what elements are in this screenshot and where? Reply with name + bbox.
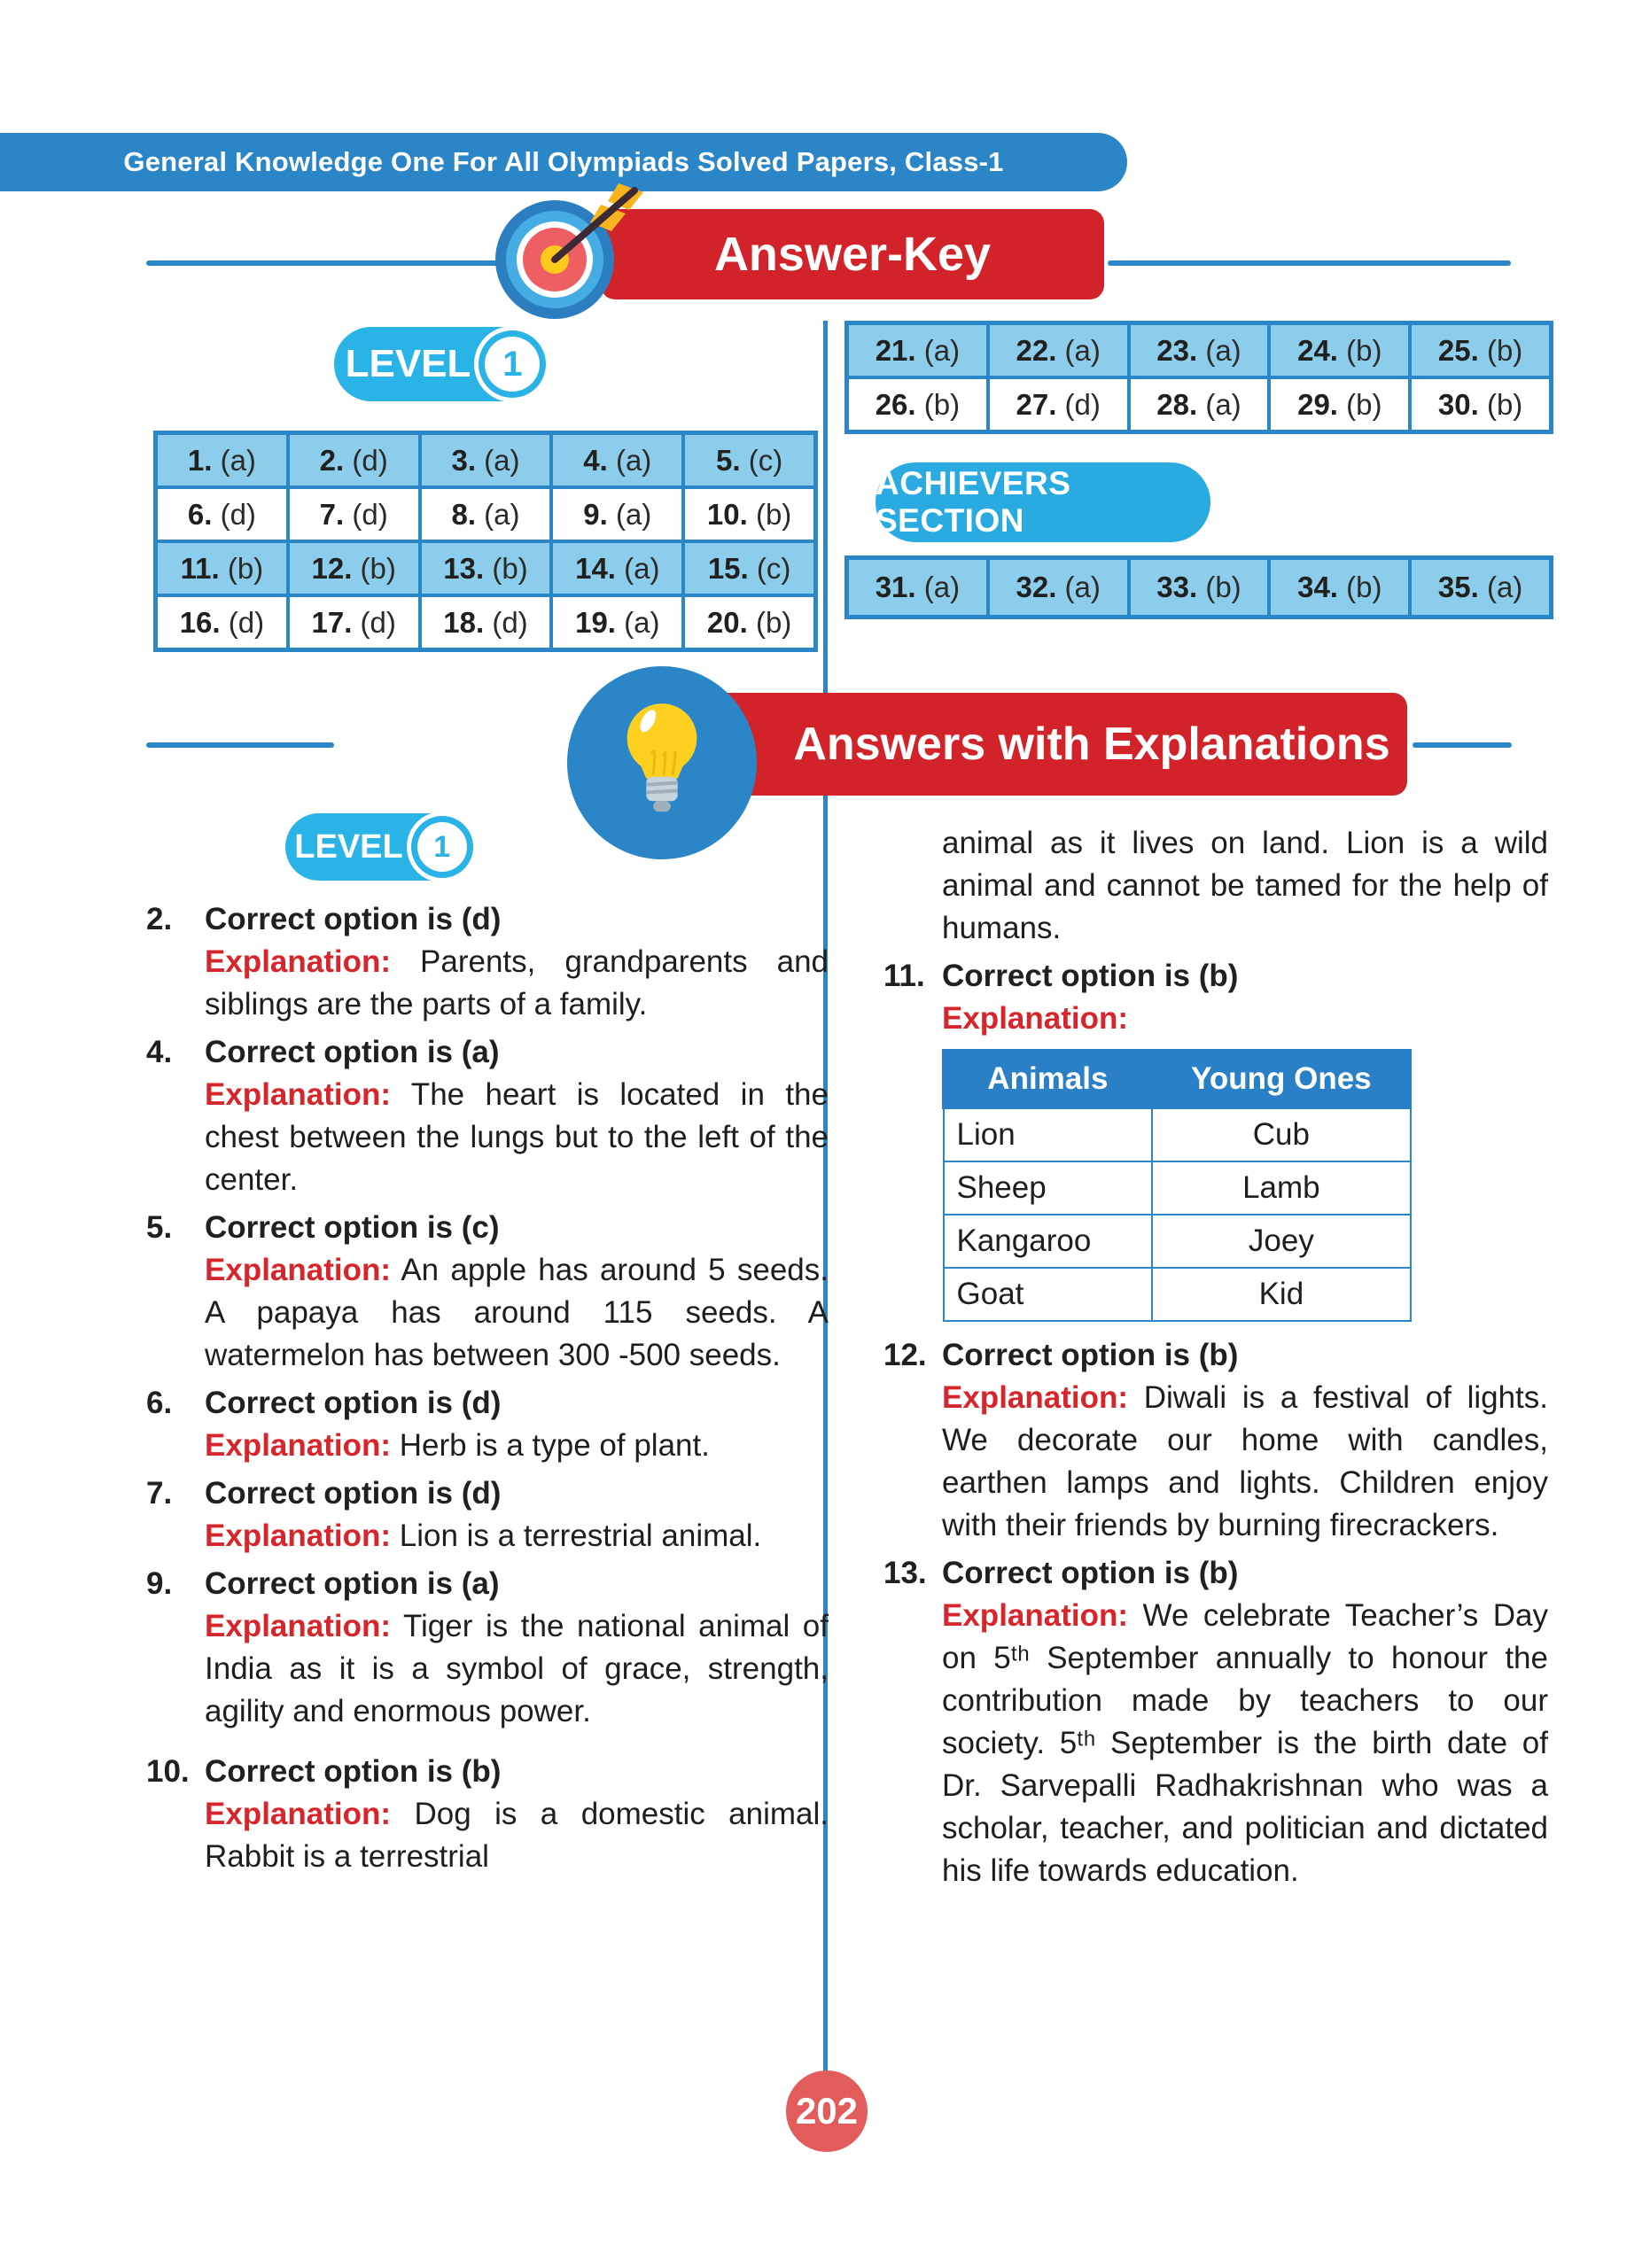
- answer-number: 8.: [451, 497, 476, 531]
- explanation-label: Explanation:: [205, 1609, 392, 1643]
- explanations-right-column: [883, 822, 1548, 1892]
- answer-number: 17.: [311, 605, 353, 639]
- answer-table-1-20: [153, 431, 818, 652]
- explanation-paragraph: Explanation: Tiger is the national animal of India as it is a symbol of grace, strength, agility and enormous power.: [205, 1609, 829, 1728]
- answer-option: (b): [915, 387, 961, 421]
- item-body: [205, 1472, 829, 1557]
- answer-cell: [1129, 377, 1270, 431]
- answer-number: 20.: [706, 605, 748, 639]
- answer-option: (a): [1478, 571, 1523, 603]
- answer-cell: [1269, 323, 1410, 377]
- level-label: LEVEL: [345, 342, 471, 385]
- explanation-paragraph: Explanation: Diwali is a festival of lights. We decorate our home with candles, earthen lamps and lights. Children enjoy with their friends by burning firecrackers.: [942, 1380, 1548, 1542]
- item-number: 11.: [883, 959, 925, 993]
- column-divider: [823, 321, 828, 693]
- answer-option: (b): [1337, 387, 1382, 421]
- answer-number: 5.: [716, 443, 741, 477]
- explanation-paragraph: Explanation: The heart is located in the chest between the lungs but to the left of the center.: [205, 1077, 829, 1197]
- answer-key-banner-title: Answer-Key: [713, 228, 992, 281]
- answer-option: (a): [1197, 387, 1241, 421]
- answer-cell: [420, 595, 552, 649]
- answer-option: (a): [1056, 333, 1101, 367]
- divider: [1413, 742, 1512, 748]
- answer-key-banner: [601, 209, 1104, 299]
- answer-option: (a): [607, 497, 652, 531]
- level-number: 1: [433, 829, 451, 864]
- answer-cell: [420, 487, 552, 541]
- explanation-item: [146, 1751, 829, 1878]
- answer-cell: [1129, 558, 1270, 617]
- answer-option: (b): [747, 605, 792, 639]
- answer-cell: [156, 595, 288, 649]
- answer-cell: [1410, 323, 1551, 377]
- table-cell: Lamb: [1152, 1161, 1410, 1215]
- table-row: [944, 1215, 1411, 1268]
- level-badge: [285, 813, 467, 881]
- item-body: [205, 1207, 829, 1377]
- explanation-label: Explanation:: [205, 1428, 392, 1463]
- lightbulb-icon: [610, 693, 714, 833]
- answer-cell: [988, 323, 1129, 377]
- explanation-item: [146, 1563, 829, 1733]
- answer-cell: [156, 487, 288, 541]
- explanation-paragraph: [942, 998, 1548, 1040]
- table-row: [944, 1268, 1411, 1321]
- answer-cell: [683, 541, 815, 595]
- divider: [1108, 260, 1511, 266]
- answer-number: 35.: [1437, 571, 1479, 603]
- explanation-paragraph: Explanation: Lion is a terrestrial animal.: [205, 1518, 762, 1553]
- item-number: 10.: [146, 1754, 190, 1789]
- answer-option: (b): [352, 551, 396, 585]
- answer-number: 28.: [1156, 387, 1198, 421]
- answer-cell: [551, 595, 683, 649]
- item-number: 2.: [146, 902, 173, 936]
- explanation-label: Explanation:: [205, 1797, 392, 1831]
- answer-number: 9.: [583, 497, 608, 531]
- answer-option: (b): [1337, 333, 1382, 367]
- answer-option: (b): [1337, 571, 1382, 603]
- answer-number: 21.: [875, 333, 916, 367]
- level-number: 1: [502, 344, 523, 384]
- answer-option: (a): [615, 605, 660, 639]
- table-header-cell: Animals: [944, 1051, 1153, 1108]
- achievers-section-label: ACHIEVERS SECTION: [876, 465, 1071, 539]
- correct-option-line: Correct option is (a): [205, 1035, 500, 1069]
- page-number: 202: [795, 2090, 859, 2132]
- answer-cell: [551, 541, 683, 595]
- answer-cell: [847, 558, 988, 617]
- answer-cell: [683, 433, 815, 487]
- target-icon: [479, 182, 661, 338]
- correct-option-line: Correct option is (b): [205, 1754, 502, 1789]
- answer-option: (c): [748, 551, 791, 585]
- continuation-text: animal as it lives on land. Lion is a wild animal and cannot be tamed for the help of humans.: [942, 826, 1548, 945]
- item-number: 4.: [146, 1035, 173, 1069]
- explanation-label: Explanation:: [942, 1001, 1129, 1036]
- answer-number: 4.: [583, 443, 608, 477]
- table-cell: Kangaroo: [944, 1215, 1153, 1268]
- answer-number: 27.: [1016, 387, 1057, 421]
- answer-cell: [156, 433, 288, 487]
- answer-cell: [988, 377, 1129, 431]
- answer-number: 31.: [875, 571, 916, 603]
- answer-cell: [683, 595, 815, 649]
- explanation-label: Explanation:: [205, 1077, 392, 1112]
- item-number: 6.: [146, 1386, 173, 1420]
- answer-option: (a): [607, 443, 652, 477]
- explanations-banner-title: Answers with Explanations: [793, 718, 1390, 770]
- item-body: [205, 898, 829, 1026]
- answer-number: 3.: [451, 443, 476, 477]
- item-body: [942, 955, 1548, 1329]
- answer-cell: [1269, 558, 1410, 617]
- answer-number: 23.: [1156, 333, 1198, 367]
- correct-option-line: Correct option is (a): [205, 1566, 500, 1601]
- item-body: [942, 1334, 1548, 1547]
- table-cell: Joey: [1152, 1215, 1410, 1268]
- answer-number: 22.: [1016, 333, 1057, 367]
- answer-cell: [420, 541, 552, 595]
- answer-option: (a): [476, 497, 520, 531]
- answer-option: (d): [1056, 387, 1101, 421]
- table-cell: Lion: [944, 1108, 1153, 1162]
- page-number-badge: [786, 2070, 868, 2152]
- answer-number: 19.: [575, 605, 616, 639]
- item-number: 5.: [146, 1210, 173, 1245]
- answer-option: (c): [740, 443, 783, 477]
- explanation-item: [146, 1207, 829, 1377]
- animals-young-ones-table: [942, 1049, 1412, 1322]
- answer-cell: [847, 323, 988, 377]
- item-body: [205, 1031, 829, 1201]
- item-number: 9.: [146, 1566, 173, 1601]
- answer-option: (a): [1056, 571, 1101, 603]
- answer-cell: [156, 541, 288, 595]
- table-header-cell: Young Ones: [1152, 1051, 1410, 1108]
- answer-number: 14.: [575, 551, 616, 585]
- answer-option: (a): [915, 333, 961, 367]
- answer-table-31-35: [844, 555, 1553, 619]
- correct-option-line: Correct option is (c): [205, 1210, 500, 1245]
- answer-cell: [288, 595, 420, 649]
- explanation-paragraph: Explanation: An apple has around 5 seeds. A papaya has around 115 seeds. A watermelon has between 300 -500 seeds.: [205, 1253, 829, 1372]
- correct-option-line: Correct option is (d): [205, 902, 502, 936]
- table-header-row: [944, 1051, 1411, 1108]
- level-number-circle: [485, 337, 540, 392]
- answer-option: (d): [212, 497, 256, 531]
- correct-option-line: Correct option is (b): [942, 959, 1239, 993]
- explanation-paragraph: Explanation: Parents, grandparents and siblings are the parts of a family.: [205, 944, 829, 1021]
- answer-cell: [288, 541, 420, 595]
- answer-option: (a): [212, 443, 256, 477]
- answer-number: 11.: [180, 551, 220, 585]
- item-body: [205, 1382, 829, 1467]
- level-label: LEVEL: [294, 827, 403, 866]
- answer-option: (d): [344, 443, 388, 477]
- divider: [146, 742, 334, 748]
- explanations-left-column: [146, 893, 829, 1878]
- answer-option: (b): [219, 551, 264, 585]
- table-cell: Kid: [1152, 1268, 1410, 1321]
- answer-cell: [1129, 323, 1270, 377]
- table-row: [944, 1161, 1411, 1215]
- answer-option: (d): [344, 497, 388, 531]
- answer-number: 25.: [1437, 333, 1479, 367]
- item-body: [205, 1563, 829, 1733]
- answer-number: 34.: [1297, 571, 1338, 603]
- level-number-circle: [417, 822, 467, 872]
- answer-cell: [551, 487, 683, 541]
- table-cell: Sheep: [944, 1161, 1153, 1215]
- explanation-item: [883, 1334, 1548, 1547]
- item-body: [205, 1751, 829, 1878]
- lightbulb-badge: [567, 666, 757, 859]
- answer-option: (a): [1197, 333, 1241, 367]
- answer-cell: [847, 377, 988, 431]
- answer-option: (b): [1197, 571, 1241, 603]
- answer-option: (b): [747, 497, 792, 531]
- answer-number: 16.: [179, 605, 221, 639]
- explanation-item: [146, 1382, 829, 1467]
- correct-option-line: Correct option is (b): [942, 1556, 1239, 1590]
- table-row: [944, 1108, 1411, 1162]
- correct-option-line: Correct option is (d): [205, 1476, 502, 1511]
- explanation-item: [146, 898, 829, 1026]
- achievers-section-badge: [876, 462, 1210, 542]
- explanation-label: Explanation:: [205, 944, 392, 979]
- answer-option: (b): [1478, 333, 1523, 367]
- answer-option: (a): [615, 551, 660, 585]
- answer-number: 15.: [707, 551, 749, 585]
- item-body: [942, 1552, 1548, 1892]
- answer-number: 26.: [875, 387, 916, 421]
- answer-cell: [551, 433, 683, 487]
- answer-cell: [1269, 377, 1410, 431]
- explanation-label: Explanation:: [205, 1518, 392, 1553]
- level-badge: [334, 327, 541, 401]
- answer-number: 32.: [1016, 571, 1057, 603]
- explanation-label: Explanation:: [942, 1380, 1129, 1415]
- answer-number: 29.: [1297, 387, 1338, 421]
- explanation-paragraph: Explanation: We celebrate Teacher’s Day on 5ᵗʰ September annually to honour the contribution made by teachers to our society. 5ᵗʰ September is the birth date of Dr. Sarvepalli Radhakrishnan who was a scholar, teacher, and politician and dictated his life towards education.: [942, 1598, 1548, 1888]
- answer-number: 30.: [1437, 387, 1479, 421]
- answer-cell: [288, 433, 420, 487]
- answer-cell: [988, 558, 1129, 617]
- explanation-item: [146, 1031, 829, 1201]
- answer-option: (b): [484, 551, 528, 585]
- answer-option: (d): [484, 605, 528, 639]
- explanation-label: Explanation:: [942, 1598, 1129, 1633]
- answer-number: 12.: [311, 551, 353, 585]
- answer-cell: [683, 487, 815, 541]
- item-number: 12.: [883, 1338, 927, 1372]
- answer-number: 24.: [1297, 333, 1338, 367]
- explanation-item: [883, 1552, 1548, 1892]
- answer-cell: [420, 433, 552, 487]
- correct-option-line: Correct option is (b): [942, 1338, 1239, 1372]
- answer-number: 1.: [187, 443, 213, 477]
- table-cell: Goat: [944, 1268, 1153, 1321]
- answer-option: (b): [1478, 387, 1523, 421]
- answer-cell: [288, 487, 420, 541]
- correct-option-line: Correct option is (d): [205, 1386, 502, 1420]
- answer-number: 13.: [443, 551, 485, 585]
- answer-number: 6.: [187, 497, 213, 531]
- item-number: 7.: [146, 1476, 173, 1511]
- explanation-paragraph: Explanation: Dog is a domestic animal. Rabbit is a terrestrial: [205, 1797, 829, 1874]
- answer-option: (a): [476, 443, 520, 477]
- book-title: General Knowledge One For All Olympiads Solved Papers, Class-1: [123, 146, 1004, 177]
- answer-number: 2.: [319, 443, 345, 477]
- answer-table-21-30: [844, 321, 1553, 434]
- answer-option: (d): [352, 605, 396, 639]
- answer-number: 18.: [443, 605, 485, 639]
- answer-number: 33.: [1156, 571, 1198, 603]
- item-number: 13.: [883, 1556, 927, 1590]
- explanation-label: Explanation:: [205, 1253, 392, 1287]
- answer-option: (d): [220, 605, 265, 639]
- divider: [146, 260, 514, 266]
- explanation-item: [146, 1472, 829, 1557]
- answer-number: 10.: [706, 497, 748, 531]
- answer-cell: [1410, 377, 1551, 431]
- answer-number: 7.: [319, 497, 345, 531]
- explanation-paragraph: Explanation: Herb is a type of plant.: [205, 1428, 710, 1463]
- answer-option: (a): [915, 571, 961, 603]
- answer-cell: [1410, 558, 1551, 617]
- table-cell: Cub: [1152, 1108, 1410, 1162]
- explanation-item: [883, 955, 1548, 1329]
